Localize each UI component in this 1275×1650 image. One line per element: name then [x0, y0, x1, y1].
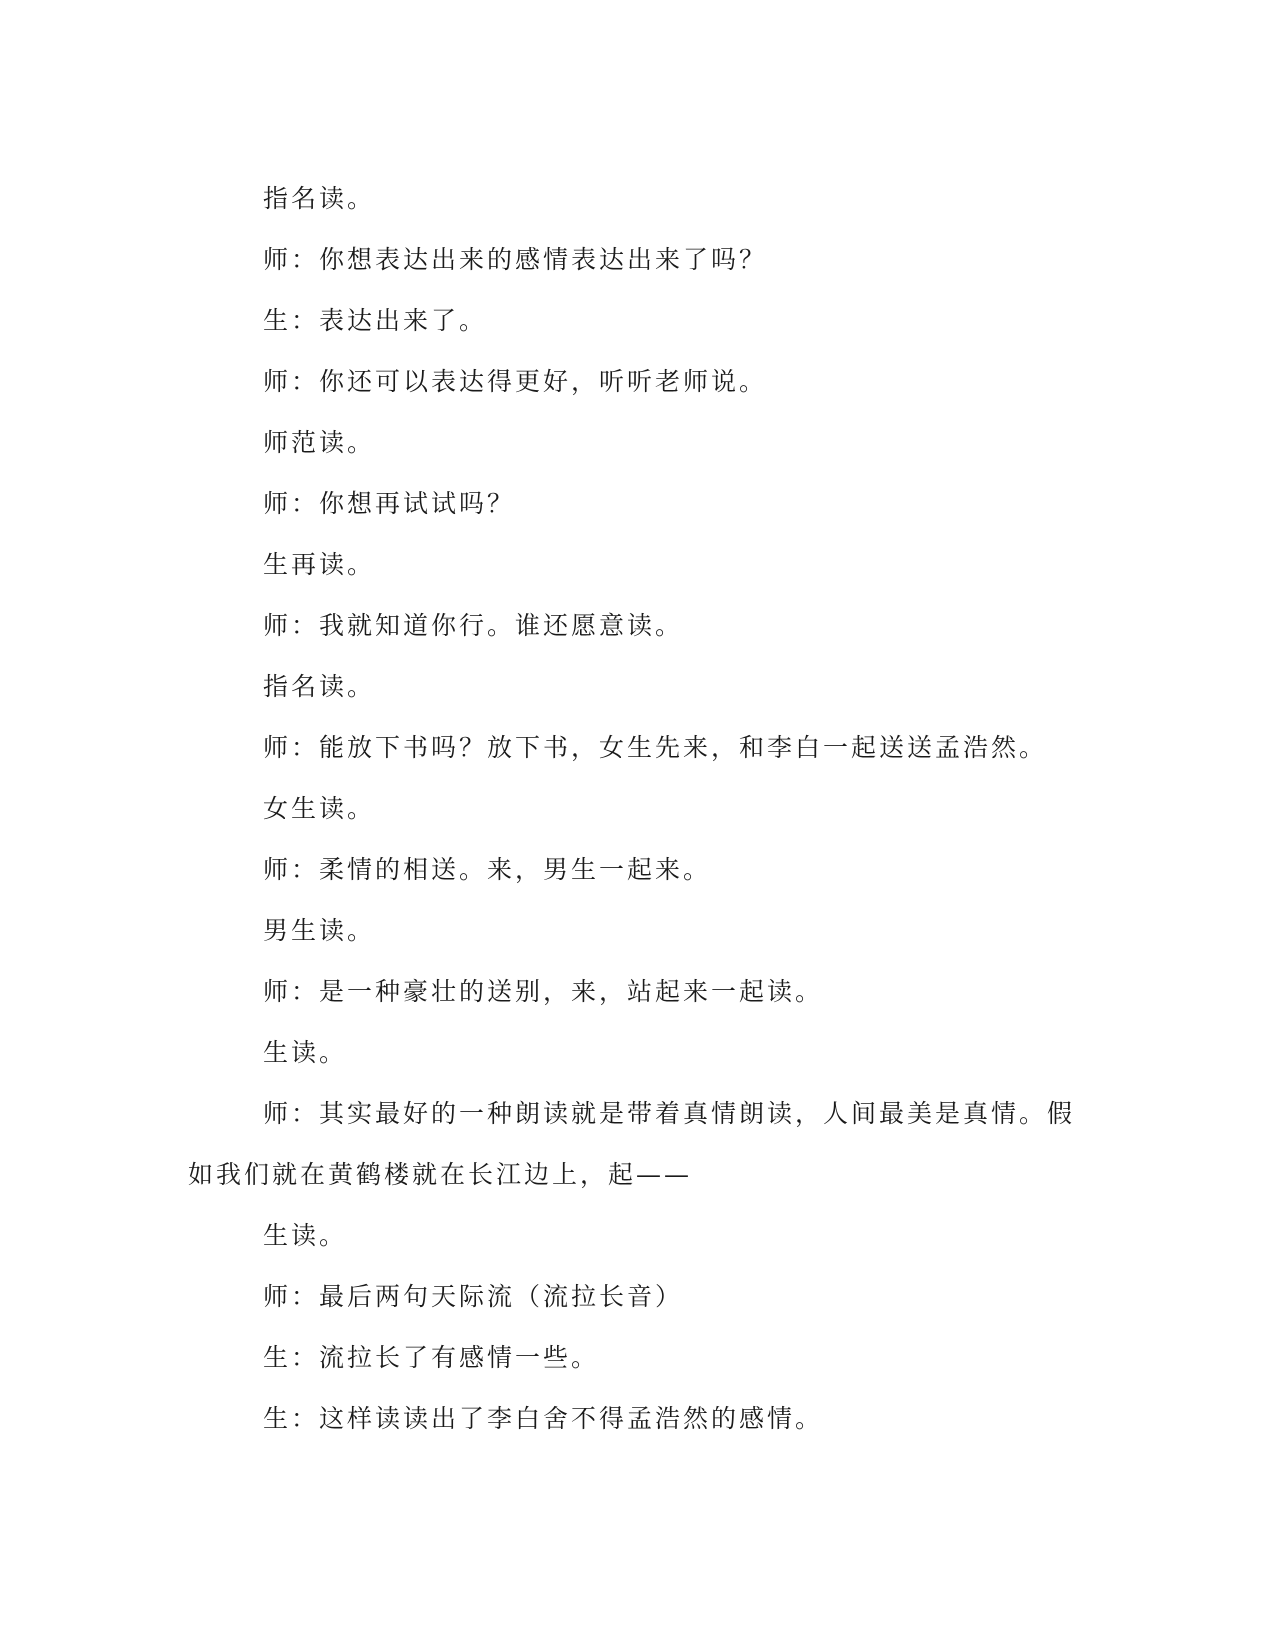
paragraph: 师：柔情的相送。来，男生一起来。 — [263, 855, 712, 884]
paragraph: 男生读。 — [263, 916, 376, 945]
paragraph: 师范读。 — [263, 428, 376, 457]
paragraph: 生：表达出来了。 — [263, 306, 488, 335]
paragraph: 女生读。 — [263, 794, 376, 823]
paragraph: 生再读。 — [263, 550, 376, 579]
paragraph: 生读。 — [263, 1038, 348, 1067]
paragraph: 指名读。 — [263, 184, 376, 213]
paragraph: 生：这样读读出了李白舍不得孟浩然的感情。 — [263, 1404, 824, 1433]
paragraph: 师：你还可以表达得更好，听听老师说。 — [263, 367, 768, 396]
paragraph: 师：你想表达出来的感情表达出来了吗？ — [263, 245, 768, 274]
paragraph: 师：其实最好的一种朗读就是带着真情朗读，人间最美是真情。假如我们就在黄鹤楼就在长江边上，起—— — [188, 1099, 1076, 1189]
paragraph: 师：你想再试试吗？ — [263, 489, 516, 518]
paragraph: 师：是一种豪壮的送别，来，站起来一起读。 — [263, 977, 824, 1006]
paragraph: 指名读。 — [263, 672, 376, 701]
document-body — [188, 168, 1088, 1449]
paragraph: 师：我就知道你行。谁还愿意读。 — [263, 611, 684, 640]
paragraph: 生读。 — [263, 1221, 348, 1250]
paragraph: 师：最后两句天际流（流拉长音） — [263, 1282, 684, 1311]
paragraph: 师：能放下书吗？放下书，女生先来，和李白一起送送孟浩然。 — [263, 733, 1048, 762]
paragraph: 生：流拉长了有感情一些。 — [263, 1343, 600, 1372]
